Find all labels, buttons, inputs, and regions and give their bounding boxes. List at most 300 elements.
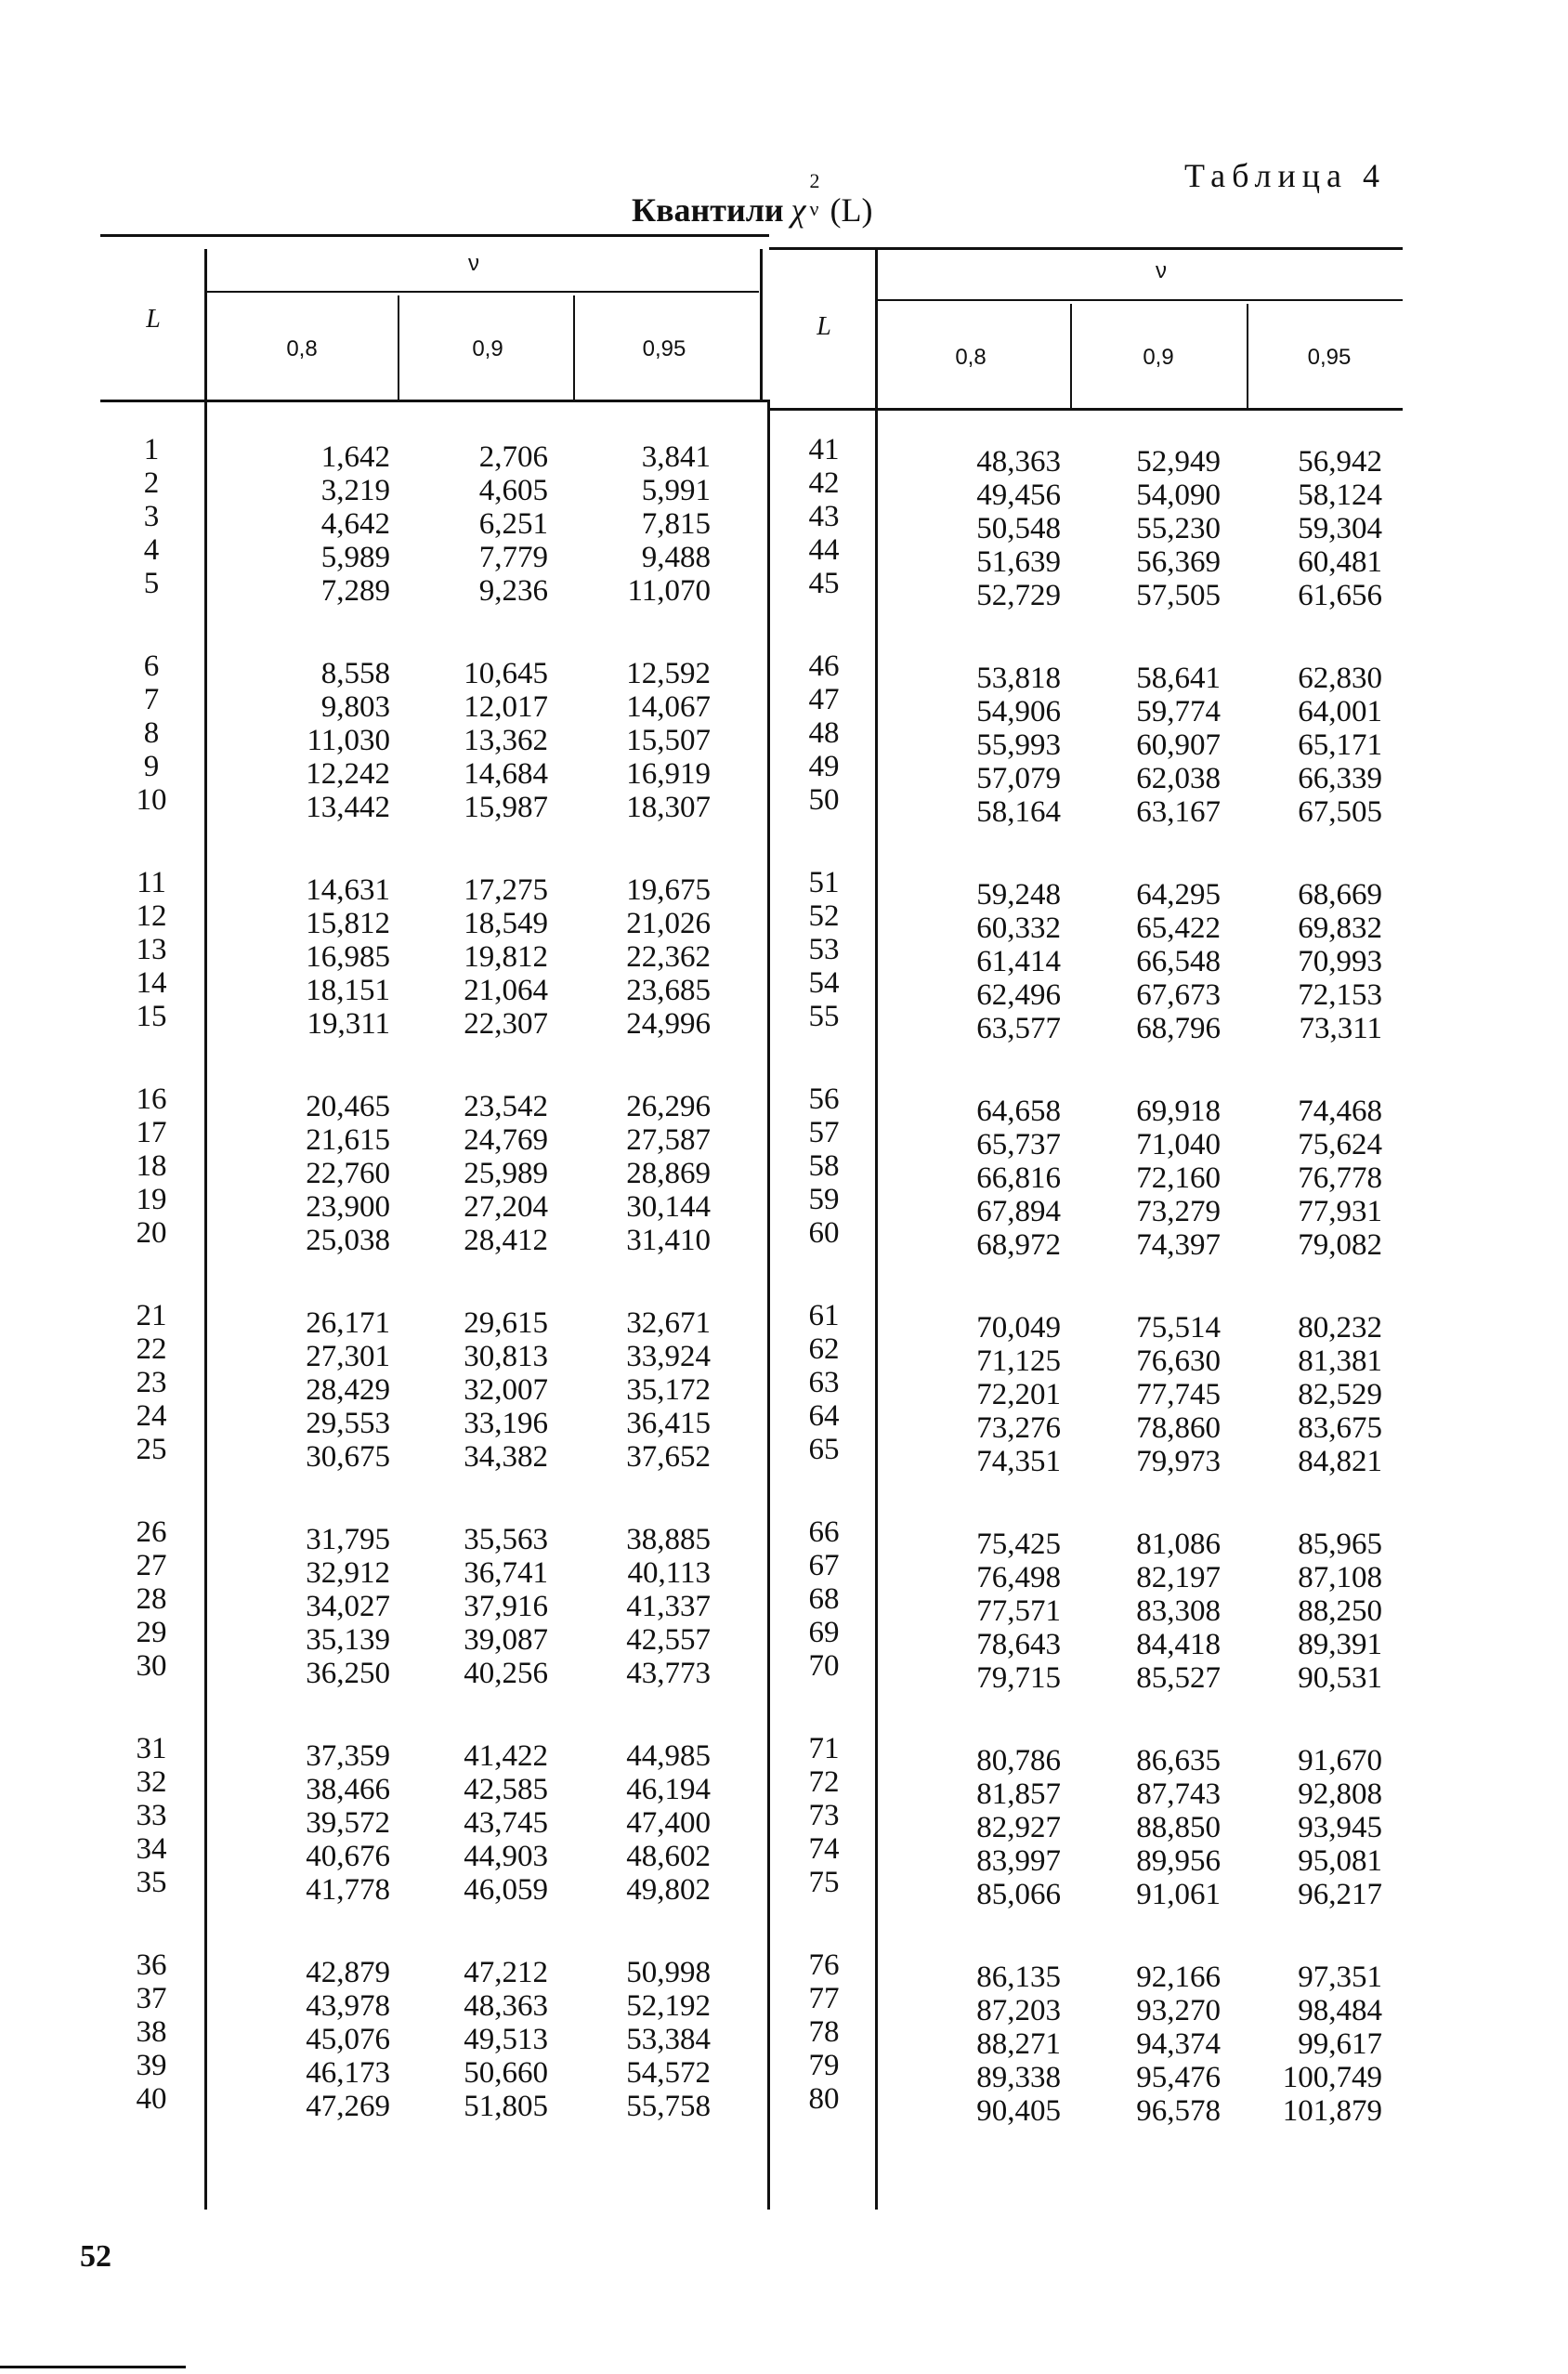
- table-cell: 39,572: [306, 1806, 390, 1840]
- table-cell: 24,769: [464, 1123, 548, 1157]
- header-rule-left: [100, 400, 769, 402]
- table-cell: 96,217: [1298, 1878, 1382, 1911]
- table-cell: 36,741: [464, 1556, 548, 1590]
- table-cell: 101,879: [1282, 2094, 1382, 2128]
- table-cell: 40,256: [464, 1657, 548, 1690]
- table-cell: 96,578: [1136, 2094, 1221, 2128]
- table-cell: 72,153: [1298, 978, 1382, 1012]
- table-cell: 5,989: [320, 541, 390, 574]
- row-index: 50: [808, 783, 840, 817]
- row-index: 77: [808, 1982, 840, 2015]
- table-cell: 18,151: [306, 974, 390, 1007]
- row-index: 68: [808, 1582, 840, 1616]
- row-index: 70: [808, 1649, 840, 1683]
- table-cell: 58,164: [976, 795, 1061, 829]
- table-cell: 75,624: [1298, 1128, 1382, 1161]
- row-group: [585, 1956, 711, 2172]
- row-index: 16: [136, 1082, 167, 1116]
- row-group: [1096, 1095, 1221, 1311]
- table-cell: 40,113: [627, 1556, 711, 1590]
- row-index: 61: [808, 1299, 840, 1332]
- row-group: [585, 440, 711, 657]
- header-nu-right: ν: [1156, 258, 1167, 283]
- title-scripts: [806, 169, 827, 221]
- column-p095-right: [1245, 445, 1382, 2177]
- row-index: 58: [808, 1149, 840, 1183]
- table-cell: 64,001: [1298, 695, 1382, 728]
- row-index: 4: [143, 533, 160, 567]
- divider-l-right: [875, 249, 878, 2210]
- table-cell: 88,250: [1298, 1594, 1382, 1628]
- row-group: [938, 1528, 1061, 1744]
- row-index: 76: [808, 1948, 840, 1982]
- table-cell: 52,949: [1136, 445, 1221, 479]
- table-cell: 61,414: [976, 945, 1061, 978]
- table-cell: 81,857: [976, 1777, 1061, 1811]
- row-group: [119, 1515, 184, 1732]
- table-cell: 33,196: [464, 1407, 548, 1440]
- table-cell: 85,527: [1136, 1661, 1221, 1695]
- table-cell: 49,513: [464, 2023, 548, 2056]
- table-cell: 84,418: [1136, 1628, 1221, 1661]
- table-cell: 70,049: [976, 1311, 1061, 1344]
- row-index: 49: [808, 750, 840, 783]
- table-cell: 67,894: [976, 1195, 1061, 1228]
- table-cell: 36,415: [626, 1407, 711, 1440]
- table-cell: 26,296: [626, 1090, 711, 1123]
- table-cell: 81,381: [1298, 1344, 1382, 1378]
- table-cell: 15,507: [626, 724, 711, 757]
- table-cell: 73,311: [1299, 1012, 1382, 1045]
- table-cell: 66,548: [1136, 945, 1221, 978]
- row-index: 5: [143, 567, 160, 600]
- table-cell: 39,087: [464, 1623, 548, 1657]
- header-p08-left: 0,8: [286, 336, 318, 361]
- table-cell: 55,758: [626, 2090, 711, 2123]
- row-index: 42: [808, 466, 840, 500]
- table-cell: 53,384: [626, 2023, 711, 2056]
- row-index: 52: [808, 899, 840, 933]
- table-cell: 34,382: [464, 1440, 548, 1474]
- table-cell: 25,989: [464, 1157, 548, 1190]
- row-group: [269, 657, 390, 873]
- row-index: 9: [143, 750, 160, 783]
- table-cell: 13,442: [306, 791, 390, 824]
- table-cell: 53,818: [976, 662, 1061, 695]
- table-cell: 65,422: [1136, 912, 1221, 945]
- row-index: 65: [808, 1433, 840, 1466]
- table-cell: 4,605: [478, 474, 548, 507]
- table-cell: 29,553: [306, 1407, 390, 1440]
- row-index: 18: [136, 1149, 167, 1183]
- row-group: [269, 1739, 390, 1956]
- row-index: 47: [808, 683, 840, 716]
- column-p08-right: [938, 445, 1061, 2177]
- table-cell: 35,563: [464, 1523, 548, 1556]
- table-cell: 93,270: [1136, 1994, 1221, 2027]
- table-cell: 66,816: [976, 1161, 1061, 1195]
- table-cell: 46,173: [306, 2056, 390, 2090]
- row-index: 2: [143, 466, 160, 500]
- table-cell: 37,359: [306, 1739, 390, 1773]
- table-cell: 89,391: [1298, 1628, 1382, 1661]
- row-group: [269, 1090, 390, 1306]
- table-cell: 50,660: [464, 2056, 548, 2090]
- row-group: [1096, 1744, 1221, 1961]
- divider-col2-left: [573, 295, 575, 400]
- row-index: 55: [808, 1000, 840, 1033]
- row-group: [1096, 1311, 1221, 1528]
- table-cell: 49,802: [626, 1873, 711, 1907]
- table-cell: 28,412: [464, 1224, 548, 1257]
- row-group: [1096, 1528, 1221, 1744]
- table-cell: 87,203: [976, 1994, 1061, 2027]
- row-index: 33: [136, 1799, 167, 1832]
- row-index: 20: [136, 1216, 167, 1250]
- table-cell: 67,505: [1298, 795, 1382, 829]
- table-cell: 57,505: [1136, 579, 1221, 612]
- row-index: 44: [808, 533, 840, 567]
- table-cell: 64,295: [1136, 878, 1221, 912]
- table-title: [632, 169, 873, 230]
- table-cell: 35,139: [306, 1623, 390, 1657]
- row-index: 3: [143, 500, 160, 533]
- row-group: [427, 440, 548, 657]
- table-cell: 65,171: [1298, 728, 1382, 762]
- table-cell: 84,821: [1298, 1445, 1382, 1478]
- row-group: [269, 873, 390, 1090]
- table-cell: 67,673: [1136, 978, 1221, 1012]
- column-p08-left: [269, 440, 390, 2172]
- row-index: 75: [808, 1866, 840, 1899]
- table-cell: 26,171: [306, 1306, 390, 1340]
- table-cell: 52,729: [976, 579, 1061, 612]
- table-cell: 44,903: [464, 1840, 548, 1873]
- header-nu-left: ν: [468, 251, 479, 276]
- table-cell: 18,307: [626, 791, 711, 824]
- row-group: [585, 1739, 711, 1956]
- divider-halves-b: [767, 400, 770, 2210]
- table-cell: 99,617: [1298, 2027, 1382, 2061]
- table-cell: 20,465: [306, 1090, 390, 1123]
- row-group: [938, 445, 1061, 662]
- table-cell: 78,643: [976, 1628, 1061, 1661]
- table-cell: 74,468: [1298, 1095, 1382, 1128]
- table-cell: 14,067: [626, 690, 711, 724]
- table-cell: 15,812: [306, 907, 390, 940]
- header-p09-right: 0,9: [1143, 345, 1174, 370]
- header-p08-right: 0,8: [955, 345, 987, 370]
- row-group: [791, 1732, 856, 1948]
- row-index: 21: [136, 1299, 167, 1332]
- row-index: 10: [136, 783, 167, 817]
- row-group: [269, 440, 390, 657]
- row-index: 48: [808, 716, 840, 750]
- table-cell: 85,066: [976, 1878, 1061, 1911]
- table-cell: 32,912: [306, 1556, 390, 1590]
- table-cell: 23,685: [626, 974, 711, 1007]
- table-cell: 80,232: [1298, 1311, 1382, 1344]
- table-cell: 72,201: [976, 1378, 1061, 1411]
- table-cell: 68,669: [1298, 878, 1382, 912]
- table-cell: 71,125: [976, 1344, 1061, 1378]
- table-cell: 50,548: [976, 512, 1061, 545]
- table-cell: 47,212: [464, 1956, 548, 1989]
- table-cell: 55,993: [976, 728, 1061, 762]
- row-group: [1096, 662, 1221, 878]
- table-label: Таблица 4: [1184, 157, 1386, 194]
- row-index: 59: [808, 1183, 840, 1216]
- row-group: [269, 1956, 390, 2172]
- table-cell: 91,670: [1298, 1744, 1382, 1777]
- row-index: 26: [136, 1515, 167, 1549]
- table-cell: 86,635: [1136, 1744, 1221, 1777]
- nu-rule-left: [206, 291, 759, 293]
- row-group: [938, 662, 1061, 878]
- row-group: [269, 1523, 390, 1739]
- title-symbol: χ: [791, 191, 806, 229]
- table-cell: 41,778: [306, 1873, 390, 1907]
- table-cell: 79,973: [1136, 1445, 1221, 1478]
- table-cell: 56,369: [1136, 545, 1221, 579]
- table-cell: 21,026: [626, 907, 711, 940]
- table-cell: 55,230: [1136, 512, 1221, 545]
- table-cell: 32,007: [464, 1373, 548, 1407]
- table-cell: 13,362: [464, 724, 548, 757]
- row-group: [269, 1306, 390, 1523]
- row-group: [791, 1082, 856, 1299]
- row-group: [427, 873, 548, 1090]
- row-index: 27: [136, 1549, 167, 1582]
- table-cell: 47,269: [306, 2090, 390, 2123]
- row-group: [119, 1299, 184, 1515]
- table-cell: 42,879: [306, 1956, 390, 1989]
- table-cell: 28,429: [306, 1373, 390, 1407]
- row-index: 19: [136, 1183, 167, 1216]
- table-cell: 63,577: [976, 1012, 1061, 1045]
- column-l-right: [791, 433, 856, 2165]
- table-cell: 98,484: [1298, 1994, 1382, 2027]
- row-index: 17: [136, 1116, 167, 1149]
- table-cell: 74,397: [1136, 1228, 1221, 1262]
- table-cell: 77,571: [976, 1594, 1061, 1628]
- table-cell: 47,400: [626, 1806, 711, 1840]
- row-group: [119, 866, 184, 1082]
- table-cell: 60,332: [976, 912, 1061, 945]
- table-cell: 77,745: [1136, 1378, 1221, 1411]
- footer-rule: [0, 2366, 186, 2368]
- table-cell: 57,079: [976, 762, 1061, 795]
- row-index: 12: [136, 899, 167, 933]
- page-number: 52: [80, 2239, 111, 2274]
- nu-rule-right: [877, 299, 1403, 301]
- row-index: 67: [808, 1549, 840, 1582]
- table-cell: 23,900: [306, 1190, 390, 1224]
- row-group: [1245, 1528, 1382, 1744]
- table-cell: 16,985: [306, 940, 390, 974]
- header-l-right: L: [817, 312, 831, 341]
- table-cell: 14,684: [464, 757, 548, 791]
- table-cell: 11,070: [627, 574, 711, 608]
- table-cell: 45,076: [306, 2023, 390, 2056]
- row-group: [585, 1090, 711, 1306]
- table-cell: 61,656: [1298, 579, 1382, 612]
- row-group: [119, 1082, 184, 1299]
- table-cell: 51,805: [464, 2090, 548, 2123]
- table-cell: 27,301: [306, 1340, 390, 1373]
- row-index: 36: [136, 1948, 167, 1982]
- table-cell: 62,496: [976, 978, 1061, 1012]
- row-group: [1096, 445, 1221, 662]
- table-cell: 88,271: [976, 2027, 1061, 2061]
- row-group: [1245, 1095, 1382, 1311]
- column-p095-left: [585, 440, 711, 2172]
- table-cell: 46,059: [464, 1873, 548, 1907]
- row-group: [1245, 662, 1382, 878]
- row-group: [585, 873, 711, 1090]
- table-cell: 44,985: [626, 1739, 711, 1773]
- row-group: [427, 1956, 548, 2172]
- table-cell: 54,090: [1136, 479, 1221, 512]
- header-l-left: L: [146, 305, 161, 334]
- table-cell: 34,027: [306, 1590, 390, 1623]
- row-index: 71: [808, 1732, 840, 1765]
- table-cell: 49,456: [976, 479, 1061, 512]
- row-index: 69: [808, 1616, 840, 1649]
- row-index: 37: [136, 1982, 167, 2015]
- table-cell: 60,907: [1136, 728, 1221, 762]
- row-index: 63: [808, 1366, 840, 1399]
- row-group: [1096, 1961, 1221, 2177]
- row-index: 13: [136, 933, 167, 966]
- row-group: [585, 1306, 711, 1523]
- table-cell: 33,924: [626, 1340, 711, 1373]
- table-cell: 48,363: [464, 1989, 548, 2023]
- table-cell: 37,916: [464, 1590, 548, 1623]
- row-index: 54: [808, 966, 840, 1000]
- row-group: [791, 866, 856, 1082]
- table-cell: 30,675: [306, 1440, 390, 1474]
- table-cell: 69,918: [1136, 1095, 1221, 1128]
- row-group: [427, 657, 548, 873]
- table-cell: 15,987: [464, 791, 548, 824]
- table-cell: 72,160: [1136, 1161, 1221, 1195]
- table-cell: 62,830: [1298, 662, 1382, 695]
- table-cell: 68,972: [976, 1228, 1061, 1262]
- row-index: 51: [808, 866, 840, 899]
- table-cell: 29,615: [464, 1306, 548, 1340]
- table-cell: 22,760: [306, 1157, 390, 1190]
- row-group: [791, 1948, 856, 2165]
- row-group: [1245, 445, 1382, 662]
- table-cell: 69,832: [1298, 912, 1382, 945]
- row-index: 24: [136, 1399, 167, 1433]
- row-group: [791, 1299, 856, 1515]
- row-group: [791, 649, 856, 866]
- row-index: 56: [808, 1082, 840, 1116]
- column-p09-right: [1096, 445, 1221, 2177]
- table-cell: 30,144: [626, 1190, 711, 1224]
- table-cell: 77,931: [1298, 1195, 1382, 1228]
- table-cell: 56,942: [1298, 445, 1382, 479]
- row-group: [938, 1311, 1061, 1528]
- divider-halves-a: [760, 249, 763, 400]
- table-cell: 42,585: [464, 1773, 548, 1806]
- table-cell: 64,658: [976, 1095, 1061, 1128]
- row-index: 28: [136, 1582, 167, 1616]
- table-cell: 81,086: [1136, 1528, 1221, 1561]
- table-cell: 89,956: [1136, 1844, 1221, 1878]
- table-cell: 58,124: [1298, 479, 1382, 512]
- table-cell: 59,304: [1298, 512, 1382, 545]
- table-cell: 79,715: [976, 1661, 1061, 1695]
- table-cell: 12,017: [464, 690, 548, 724]
- row-index: 32: [136, 1765, 167, 1799]
- table-cell: 60,481: [1298, 545, 1382, 579]
- table-cell: 51,639: [976, 545, 1061, 579]
- row-index: 40: [136, 2082, 167, 2116]
- table-cell: 68,796: [1136, 1012, 1221, 1045]
- table-cell: 73,279: [1136, 1195, 1221, 1228]
- row-index: 53: [808, 933, 840, 966]
- table-cell: 82,197: [1136, 1561, 1221, 1594]
- row-group: [427, 1739, 548, 1956]
- table-cell: 25,038: [306, 1224, 390, 1257]
- table-cell: 7,289: [320, 574, 390, 608]
- table-cell: 18,549: [464, 907, 548, 940]
- title-argument: (L): [830, 191, 873, 229]
- table-cell: 17,275: [464, 873, 548, 907]
- header-p095-left: 0,95: [642, 336, 686, 361]
- row-index: 7: [143, 683, 160, 716]
- table-cell: 83,308: [1136, 1594, 1221, 1628]
- table-cell: 46,194: [626, 1773, 711, 1806]
- title-superscript: 2: [809, 169, 820, 192]
- row-index: 15: [136, 1000, 167, 1033]
- table-cell: 22,307: [464, 1007, 548, 1041]
- row-index: 80: [808, 2082, 840, 2116]
- divider-l-left: [204, 249, 207, 2210]
- table-cell: 92,808: [1298, 1777, 1382, 1811]
- table-cell: 87,108: [1298, 1561, 1382, 1594]
- table-cell: 12,592: [626, 657, 711, 690]
- row-group: [1245, 1961, 1382, 2177]
- row-index: 11: [137, 866, 166, 899]
- table-cell: 79,082: [1298, 1228, 1382, 1262]
- table-cell: 91,061: [1136, 1878, 1221, 1911]
- table-cell: 42,557: [626, 1623, 711, 1657]
- table-cell: 59,248: [976, 878, 1061, 912]
- table-cell: 9,236: [478, 574, 548, 608]
- table-cell: 52,192: [626, 1989, 711, 2023]
- table-cell: 38,466: [306, 1773, 390, 1806]
- header-p095-right: 0,95: [1307, 345, 1352, 370]
- table-cell: 35,172: [626, 1373, 711, 1407]
- table-cell: 7,815: [641, 507, 711, 541]
- row-group: [791, 1515, 856, 1732]
- row-group: [938, 1095, 1061, 1311]
- table-cell: 85,965: [1298, 1528, 1382, 1561]
- table-cell: 11,030: [307, 724, 390, 757]
- table-cell: 76,498: [976, 1561, 1061, 1594]
- table-cell: 9,803: [320, 690, 390, 724]
- table-cell: 6,251: [478, 507, 548, 541]
- table-cell: 8,558: [320, 657, 390, 690]
- table-cell: 62,038: [1136, 762, 1221, 795]
- row-index: 79: [808, 2049, 840, 2082]
- table-cell: 58,641: [1136, 662, 1221, 695]
- table-cell: 90,405: [976, 2094, 1061, 2128]
